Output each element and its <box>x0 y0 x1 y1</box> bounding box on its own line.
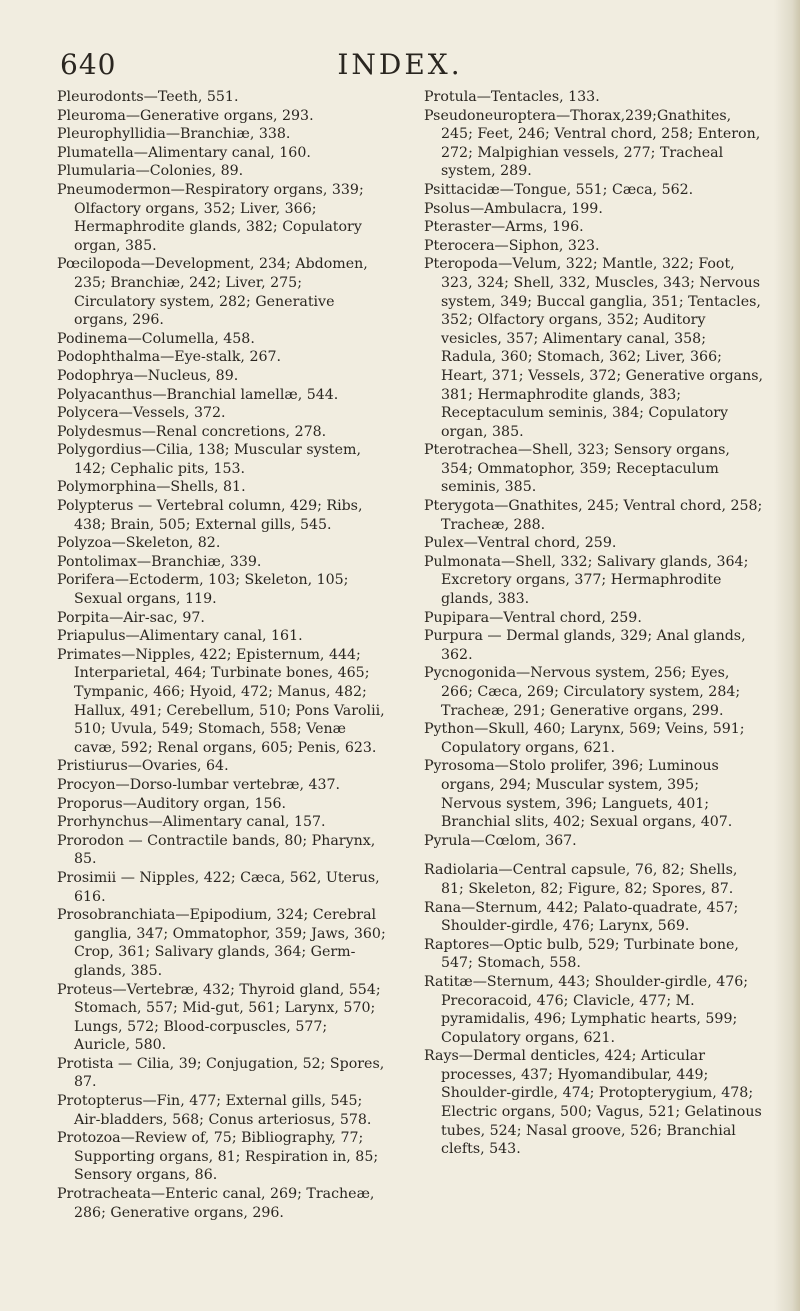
page-title: INDEX. <box>337 48 463 81</box>
index-entry: Procyon—Dorso-lumbar vertebræ, 437. <box>57 776 341 793</box>
index-entry: Psittacidæ—Tongue, 551; Cæca, 562. <box>424 181 694 198</box>
index-entry: Rana—Sternum, 442; Palato-quadrate, 457; Shoulder-girdle, 476; Larynx, 569. <box>424 899 739 935</box>
index-entry: Primates—Nipples, 422; Episternum, 444; Interparietal, 464; Turbinate bones, 465; Tympanic, 466; Hyoid, 472; Manus, 482; Hallux, 491; Cerebellum, 510; Pons Varolii, 510; Uvula, 549; Stomach, 558; Venæ cavæ, 592; Renal organs, 605; Penis, 623. <box>57 646 385 756</box>
index-entry: Pulmonata—Shell, 332; Salivary glands, 364; Excretory organs, 377; Hermaphrodite glands, 383. <box>424 553 749 608</box>
index-entry: Pristiurus—Ovaries, 64. <box>57 758 229 775</box>
index-entry: Plumularia—Colonies, 89. <box>57 163 244 180</box>
index-entry: Polycera—Vessels, 372. <box>57 405 226 422</box>
index-entry: Pterotrachea—Shell, 323; Sensory organs, 354; Ommatophor, 359; Receptaculum seminis, 385. <box>424 442 730 496</box>
index-entry: Ratitæ—Sternum, 443; Shoulder-girdle, 476; Precoracoid, 476; Clavicle, 477; M. pyramidalis, 496; Lymphatic hearts, 599; Copulatory organs, 621. <box>424 973 749 1046</box>
index-entry: Proporus—Auditory organ, 156. <box>57 795 287 812</box>
index-entry: Podophthalma—Eye-stalk, 267. <box>57 349 282 366</box>
index-entry: Polymorphina—Shells, 81. <box>57 479 246 496</box>
index-entry: Pleurodonts—Teeth, 551. <box>57 89 239 105</box>
index-entry: Pontolimax—Branchiæ, 339. <box>57 553 262 570</box>
index-entry: Protula—Tentacles, 133. <box>424 89 600 105</box>
index-entry: Pteropoda—Velum, 322; Mantle, 322; Foot, 323, 324; Shell, 332, Muscles, 343; Nervous system, 349; Buccal ganglia, 351; Tentacles, 352; Olfactory organs, 352; Auditory vesicles, 357; Alimentary canal, 358; Radula, 360; Stomach, 362; Liver, 366; Heart, 371; Vessels, 372; Generative organs, 381; Hermaphrodite glands, 383; Receptaculum seminis, 384; Copulatory organ, 385. <box>424 256 764 440</box>
index-entry: Python—Skull, 460; Larynx, 569; Veins, 591; Copulatory organs, 621. <box>424 721 745 756</box>
index-entry: Polypterus — Vertebral column, 429; Ribs, 438; Brain, 505; External gills, 545. <box>57 498 363 533</box>
index-entry: Pterygota—Gnathites, 245; Ventral chord, 258; Tracheæ, 288. <box>424 498 763 533</box>
index-entry: Raptores—Optic bulb, 529; Turbinate bone, 547; Stomach, 558. <box>424 936 739 972</box>
index-entry: Protozoa—Review of, 75; Bibliography, 77; Supporting organs, 81; Respiration in, 85; Sensory organs, 86. <box>57 1130 379 1184</box>
index-entry: Pseudoneuroptera—Thorax,239;Gnathites, 245; Feet, 246; Ventral chord, 258; Enteron, 272; Malpighian vessels, 277; Tracheal system, 289. <box>424 107 761 180</box>
index-entry: Pneumodermon—Respiratory organs, 339; Olfactory organs, 352; Liver, 366; Hermaphrodite glands, 382; Copulatory organ, 385. <box>57 181 364 254</box>
index-entry: Pleuroma—Generative organs, 293. <box>57 107 314 124</box>
index-entry: Pupipara—Ventral chord, 259. <box>424 609 642 626</box>
index-entry: Psolus—Ambulacra, 199. <box>424 200 603 217</box>
index-entry: Prosimii — Nipples, 422; Cæca, 562, Uterus, 616. <box>57 869 380 905</box>
index-entry: Polyacanthus—Branchial lamellæ, 544. <box>57 386 339 403</box>
index-entry: Pyrula—Cœlom, 367. <box>424 832 577 849</box>
index-entry: Plumatella—Alimentary canal, 160. <box>57 144 311 161</box>
index-entry: Polyzoa—Skeleton, 82. <box>57 535 221 552</box>
index-entry: Protopterus—Fin, 477; External gills, 545; Air-bladders, 568; Conus arteriosus, 578. <box>57 1093 372 1128</box>
index-entry: Pœcilopoda—Development, 234; Abdomen, 235; Branchiæ, 242; Liver, 275; Circulatory system, 282; Generative organs, 296. <box>57 256 368 329</box>
index-entry: Pterocera—Siphon, 323. <box>424 237 600 254</box>
index-column-left <box>57 88 387 1222</box>
page-header <box>40 28 760 81</box>
page-edge-shadow <box>774 0 800 1311</box>
index-entry: Prorodon — Contractile bands, 80; Pharynx, 85. <box>57 832 376 868</box>
index-entry: Pleurophyllidia—Branchiæ, 338. <box>57 126 291 143</box>
index-entry: Pycnogonida—Nervous system, 256; Eyes, 266; Cæca, 269; Circulatory system, 284; Tracheæ, 291; Generative organs, 299. <box>424 665 741 719</box>
index-entry: Purpura — Dermal glands, 329; Anal glands, 362. <box>424 628 746 663</box>
index-entry: Porifera—Ectoderm, 103; Skeleton, 105; Sexual organs, 119. <box>57 572 349 608</box>
page-number: 640 <box>60 48 117 81</box>
index-entry: Radiolaria—Central capsule, 76, 82; Shells, 81; Skeleton, 82; Figure, 82; Spores, 87. <box>424 862 738 897</box>
index-entry: Pteraster—Arms, 196. <box>424 219 584 236</box>
index-entry: Polygordius—Cilia, 138; Muscular system, 142; Cephalic pits, 153. <box>57 442 361 477</box>
index-entry: Pulex—Ventral chord, 259. <box>424 535 617 552</box>
index-entry: Prosobranchiata—Epipodium, 324; Cerebral ganglia, 347; Ommatophor, 359; Jaws, 360; Crop, 361; Salivary glands, 364; Germ-glands, 385. <box>57 907 386 979</box>
index-entry: Porpita—Air-sac, 97. <box>57 609 205 626</box>
index-entry: Priapulus—Alimentary canal, 161. <box>57 628 303 645</box>
index-entry: Rays—Dermal denticles, 424; Articular processes, 437; Hyomandibular, 449; Shoulder-girdle, 474; Protopterygium, 478; Electric organs, 500; Vagus, 521; Gelatinous tubes, 524; Nasal groove, 526; Branchial clefts, 543. <box>424 1048 762 1158</box>
index-entry: Pyrosoma—Stolo prolifer, 396; Luminous organs, 294; Muscular system, 395; Nervous system, 396; Languets, 401; Branchial slits, 402; Sexual organs, 407. <box>424 758 733 831</box>
index-entry: Protracheata—Enteric canal, 269; Tracheæ, 286; Generative organs, 296. <box>57 1186 375 1221</box>
index-entry: Podinema—Columella, 458. <box>57 330 255 347</box>
index-entry: Polydesmus—Renal concretions, 278. <box>57 423 327 440</box>
index-column-right <box>424 88 764 1159</box>
index-entry: Proteus—Vertebræ, 432; Thyroid gland, 554; Stomach, 557; Mid-gut, 561; Larynx, 570; Lungs, 572; Blood-corpuscles, 577; Auricle, 580. <box>57 981 381 1054</box>
index-entry: Podophrya—Nucleus, 89. <box>57 367 239 384</box>
index-entry: Prorhynchus—Alimentary canal, 157. <box>57 814 326 831</box>
index-entry: Protista — Cilia, 39; Conjugation, 52; Spores, 87. <box>57 1055 385 1091</box>
